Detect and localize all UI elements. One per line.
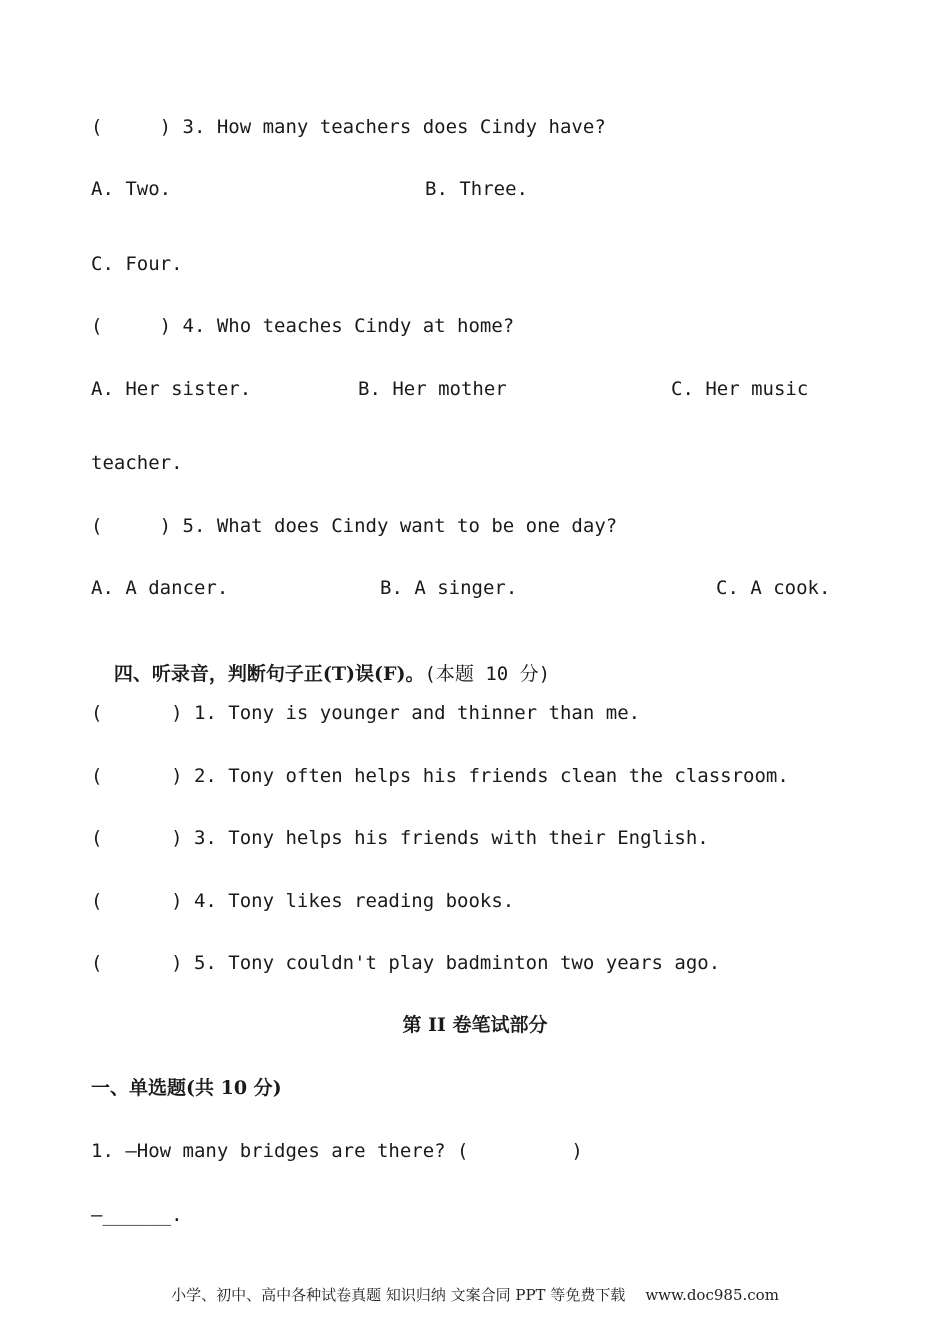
section-4-title: 四、听录音，判断句子正(T)误(F)。 (113, 663, 425, 685)
mc-question-1: 1. —How many bridges are there? ( ) (91, 1140, 583, 1162)
mc-question-1-answer-blank: —______. (91, 1204, 183, 1226)
tf-item-4: ( ) 4. Tony likes reading books. (91, 890, 515, 912)
q4-option-c-continued: teacher. (91, 452, 183, 474)
section-4-score-note: (本题 10 分) (424, 663, 551, 685)
q3-option-b: B. Three. (425, 178, 528, 200)
tf-item-2: ( ) 2. Tony often helps his friends clean the classroom. (91, 765, 789, 787)
section-1-title: 一、单选题(共 10 分) (91, 1077, 282, 1099)
tf-item-1: ( ) 1. Tony is younger and thinner than me. (91, 702, 641, 724)
footer-url[interactable]: www.doc985.com (645, 1286, 779, 1304)
question-4-stem: ( ) 4. Who teaches Cindy at home? (91, 315, 515, 337)
q4-option-b: B. Her mother (358, 378, 507, 400)
q5-option-a: A. A dancer. (91, 577, 229, 599)
part-2-title: 第 II 卷笔试部分 (402, 1014, 548, 1036)
page-footer (0, 1284, 950, 1305)
q4-option-c: C. Her music (671, 378, 809, 400)
tf-item-5: ( ) 5. Tony couldn't play badminton two years ago. (91, 952, 721, 974)
q5-option-b: B. A singer. (380, 577, 518, 599)
tf-item-3: ( ) 3. Tony helps his friends with their English. (91, 827, 709, 849)
q5-option-c: C. A cook. (716, 577, 831, 599)
question-3-stem: ( ) 3. How many teachers does Cindy have? (91, 116, 606, 138)
section-4-heading (91, 638, 550, 686)
q3-option-a: A. Two. (91, 178, 172, 200)
question-5-stem: ( ) 5. What does Cindy want to be one day? (91, 515, 618, 537)
footer-text: 小学、初中、高中各种试卷真题 知识归纳 文案合同 PPT 等免费下载 (171, 1286, 626, 1304)
q4-option-a: A. Her sister. (91, 378, 252, 400)
q3-option-c: C. Four. (91, 253, 183, 275)
